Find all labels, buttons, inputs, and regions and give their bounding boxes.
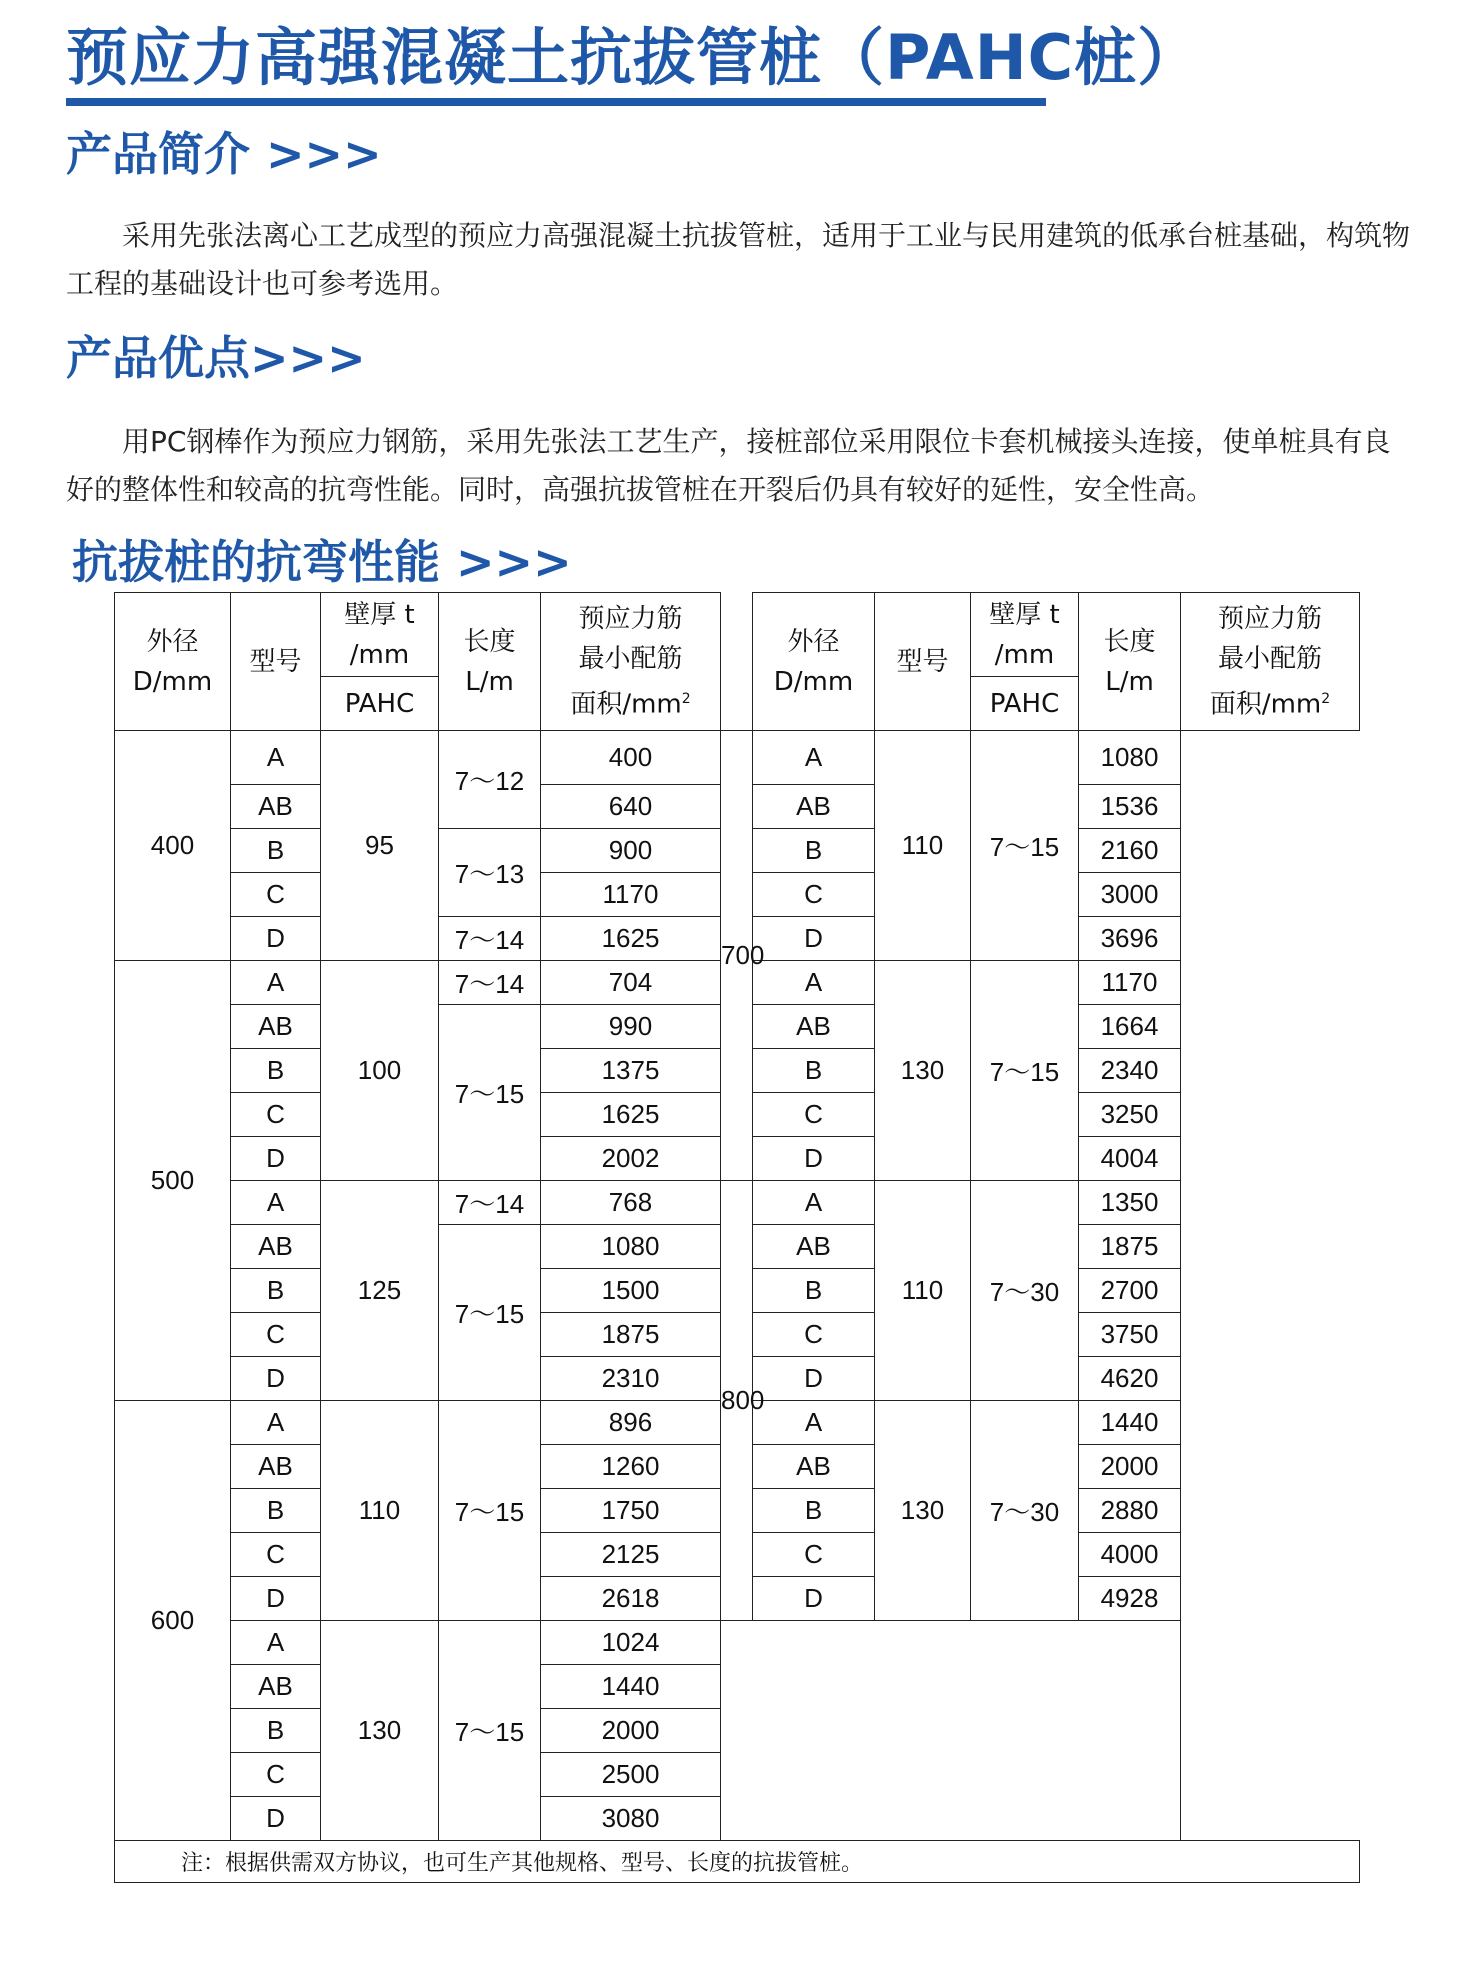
model-cell: A (231, 1621, 321, 1665)
area-cell: 1875 (541, 1313, 721, 1357)
area-cell: 1664 (1079, 1005, 1181, 1049)
model-cell: B (231, 1489, 321, 1533)
area-cell: 1080 (541, 1225, 721, 1269)
header-wall-pahc: PAHC (971, 677, 1079, 731)
model-cell: D (753, 1357, 875, 1401)
performance-table (114, 592, 1360, 1883)
model-cell: C (231, 1093, 321, 1137)
area-cell: 2000 (1079, 1445, 1181, 1489)
area-cell: 2310 (541, 1357, 721, 1401)
advantages-heading: 产品优点>>> (66, 331, 366, 385)
length-cell: 7～15 (439, 1225, 541, 1401)
area-cell: 990 (541, 1005, 721, 1049)
model-cell: AB (231, 1005, 321, 1049)
model-cell: A (753, 1181, 875, 1225)
area-cell: 2618 (541, 1577, 721, 1621)
length-cell: 7～14 (439, 961, 541, 1005)
length-cell: 7～12 (439, 731, 541, 829)
area-cell: 1375 (541, 1049, 721, 1093)
area-cell: 2340 (1079, 1049, 1181, 1093)
model-cell: AB (231, 785, 321, 829)
header-model: 型号 (875, 593, 971, 731)
header-wall-pahc: PAHC (321, 677, 439, 731)
performance-heading: 抗拔桩的抗弯性能 >>> (72, 535, 572, 589)
area-cell: 4620 (1079, 1357, 1181, 1401)
area-cell: 704 (541, 961, 721, 1005)
area-cell: 3750 (1079, 1313, 1181, 1357)
area-cell: 2160 (1079, 829, 1181, 873)
area-cell: 1875 (1079, 1225, 1181, 1269)
wall-cell: 110 (321, 1401, 439, 1621)
wall-cell: 125 (321, 1181, 439, 1401)
model-cell: A (753, 731, 875, 785)
header-model: 型号 (231, 593, 321, 731)
area-cell: 1536 (1079, 785, 1181, 829)
model-cell: C (231, 873, 321, 917)
model-cell: B (753, 1049, 875, 1093)
wall-cell: 110 (875, 731, 971, 961)
length-cell: 7～15 (971, 731, 1079, 961)
area-cell: 768 (541, 1181, 721, 1225)
area-cell: 1625 (541, 917, 721, 961)
header-diameter: 外径 D/mm (753, 593, 875, 731)
area-cell: 640 (541, 785, 721, 829)
model-cell: A (753, 961, 875, 1005)
area-cell: 1350 (1079, 1181, 1181, 1225)
area-cell: 1500 (541, 1269, 721, 1313)
area-cell: 4004 (1079, 1137, 1181, 1181)
area-cell: 1170 (541, 873, 721, 917)
length-cell: 7～30 (971, 1401, 1079, 1621)
area-cell: 1440 (541, 1665, 721, 1709)
header-wall: 壁厚 t /mm (971, 593, 1079, 677)
model-cell: AB (753, 785, 875, 829)
wall-cell: 110 (875, 1181, 971, 1401)
intro-text: 采用先张法离心工艺成型的预应力高强混凝土抗拔管桩，适用于工业与民用建筑的低承台桩基础，构筑物工程的基础设计也可参考选用。 (66, 219, 1411, 300)
diameter-cell: 600 (115, 1401, 231, 1841)
model-cell: B (231, 1709, 321, 1753)
model-cell: D (231, 1137, 321, 1181)
model-cell: C (231, 1313, 321, 1357)
wall-cell: 95 (321, 731, 439, 961)
model-cell: B (231, 829, 321, 873)
area-cell: 2700 (1079, 1269, 1181, 1313)
empty-area (721, 1621, 1181, 1841)
model-cell: AB (231, 1665, 321, 1709)
header-steel-area: 预应力筋 最小配筋 面积$/mm^2$ (541, 593, 721, 731)
model-cell: A (231, 961, 321, 1005)
model-cell: C (753, 1313, 875, 1357)
wall-cell: 100 (321, 961, 439, 1181)
area-cell: 2125 (541, 1533, 721, 1577)
model-cell: D (231, 1357, 321, 1401)
wall-cell: 130 (321, 1621, 439, 1841)
area-cell: 1024 (541, 1621, 721, 1665)
model-cell: D (231, 1577, 321, 1621)
area-cell: 2880 (1079, 1489, 1181, 1533)
header-length: 长度 L/m (1079, 593, 1181, 731)
model-cell: A (753, 1401, 875, 1445)
header-length: 长度 L/m (439, 593, 541, 731)
wall-cell: 130 (875, 961, 971, 1181)
area-cell: 1440 (1079, 1401, 1181, 1445)
area-cell: 896 (541, 1401, 721, 1445)
model-cell: D (231, 1797, 321, 1841)
model-cell: C (753, 1533, 875, 1577)
model-cell: B (753, 1489, 875, 1533)
table-gap (721, 593, 753, 731)
area-cell: 1260 (541, 1445, 721, 1489)
diameter-cell: 400 (115, 731, 231, 961)
area-cell: 4000 (1079, 1533, 1181, 1577)
area-cell: 1080 (1079, 731, 1181, 785)
diameter-cell: 700 (721, 731, 753, 1181)
model-cell: C (753, 873, 875, 917)
length-cell: 7～15 (439, 1401, 541, 1621)
model-cell: C (753, 1093, 875, 1137)
model-cell: AB (231, 1225, 321, 1269)
diameter-cell: 800 (721, 1181, 753, 1621)
header-steel-area: 预应力筋 最小配筋 面积$/mm^2$ (1181, 593, 1360, 731)
area-cell: 3000 (1079, 873, 1181, 917)
length-cell: 7～15 (971, 961, 1079, 1181)
area-cell: 4928 (1079, 1577, 1181, 1621)
model-cell: D (753, 917, 875, 961)
header-wall: 壁厚 t /mm (321, 593, 439, 677)
model-cell: C (231, 1533, 321, 1577)
page-title: 预应力高强混凝土抗拔管桩（PAHC桩） (66, 21, 1201, 94)
model-cell: A (231, 1401, 321, 1445)
area-cell: 400 (541, 731, 721, 785)
table-note: 注：根据供需双方协议，也可生产其他规格、型号、长度的抗拔管桩。 (115, 1841, 1360, 1883)
model-cell: D (753, 1137, 875, 1181)
advantages-text: 用PC钢棒作为预应力钢筋，采用先张法工艺生产，接桩部位采用限位卡套机械接头连接，使单桩具有良好的整体性和较高的抗弯性能。同时，高强抗拔管桩在开裂后仍具有较好的延性，安全性高。 (66, 425, 1391, 506)
wall-cell: 130 (875, 1401, 971, 1621)
area-cell: 2500 (541, 1753, 721, 1797)
title-underline (66, 98, 1046, 106)
length-cell: 7～13 (439, 829, 541, 917)
length-cell: 7～15 (439, 1621, 541, 1841)
model-cell: B (753, 829, 875, 873)
intro-heading: 产品简介 >>> (66, 127, 382, 181)
area-cell: 1750 (541, 1489, 721, 1533)
model-cell: C (231, 1753, 321, 1797)
model-cell: D (753, 1577, 875, 1621)
area-cell: 2002 (541, 1137, 721, 1181)
model-cell: AB (753, 1225, 875, 1269)
model-cell: AB (753, 1445, 875, 1489)
length-cell: 7～14 (439, 1181, 541, 1225)
length-cell: 7～30 (971, 1181, 1079, 1401)
area-cell: 1170 (1079, 961, 1181, 1005)
area-cell: 2000 (541, 1709, 721, 1753)
model-cell: B (231, 1049, 321, 1093)
model-cell: A (231, 731, 321, 785)
model-cell: AB (231, 1445, 321, 1489)
area-cell: 3250 (1079, 1093, 1181, 1137)
area-cell: 1625 (541, 1093, 721, 1137)
model-cell: B (753, 1269, 875, 1313)
diameter-cell: 500 (115, 961, 231, 1401)
area-cell: 3696 (1079, 917, 1181, 961)
length-cell: 7～14 (439, 917, 541, 961)
length-cell: 7～15 (439, 1005, 541, 1181)
model-cell: D (231, 917, 321, 961)
model-cell: AB (753, 1005, 875, 1049)
area-cell: 900 (541, 829, 721, 873)
model-cell: B (231, 1269, 321, 1313)
area-cell: 3080 (541, 1797, 721, 1841)
model-cell: A (231, 1181, 321, 1225)
header-diameter: 外径 D/mm (115, 593, 231, 731)
